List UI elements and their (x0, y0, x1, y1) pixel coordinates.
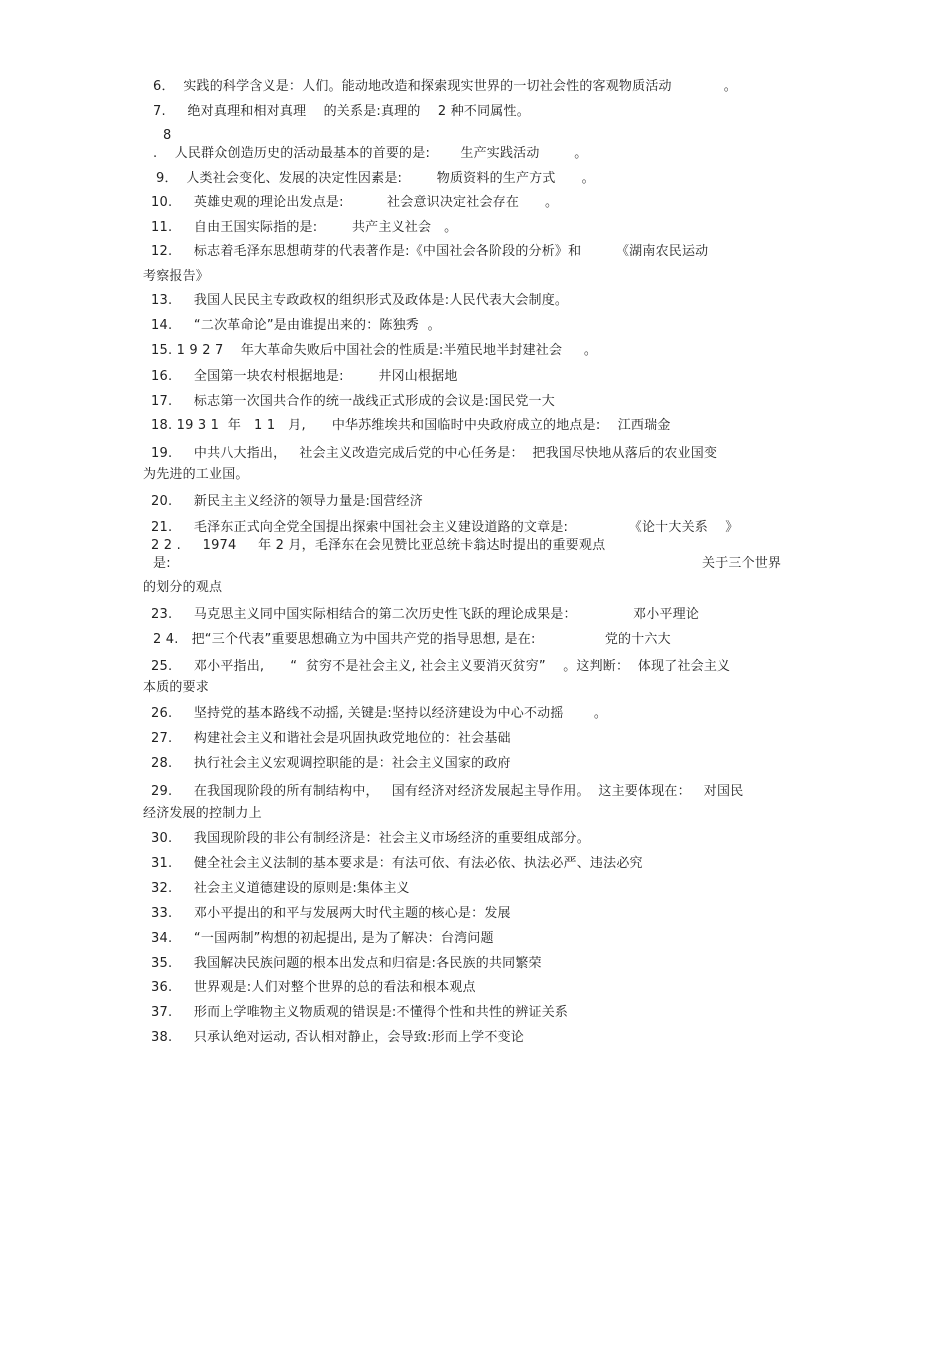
question-31: 31. 健全社会主义法制的基本要求是：有法可依、有法必依、执法必严、违法必究 (151, 856, 643, 871)
question-38: 38. 只承认绝对运动, 否认相对静止，会导致:形而上学不变论 (151, 1030, 524, 1045)
question-16: 16. 全国第一块农村根据地是: 井冈山根据地 (151, 369, 458, 384)
question-25-continued: 本质的要求 (143, 680, 210, 695)
question-19-continued: 为先进的工业国。 (143, 467, 249, 482)
question-20: 20. 新民主主义经济的领导力量是:国营经济 (151, 494, 423, 509)
question-19: 19. 中共八大指出， 社会主义改造完成后党的中心任务是： 把我国尽快地从落后的农业国变 (151, 446, 718, 461)
question-26: 26. 坚持党的基本路线不动摇, 关键是:坚持以经济建设为中心不动摇 。 (151, 706, 608, 721)
question-6: 6． 实践的科学含义是：人们。能动地改造和探索现实世界的一切社会性的客观物质活动 。 (153, 79, 737, 94)
question-15: 15. 1 9 2 7 年大革命失败后中国社会的性质是:半殖民地半封建社会 。 (151, 343, 598, 358)
question-23: 23. 马克思主义同中国实际相结合的第二次历史性飞跃的理论成果是： 邓小平理论 (151, 607, 700, 622)
question-29: 29. 在我国现阶段的所有制结构中， 国有经济对经济发展起主导作用。 这主要体现在： 对国民 (151, 784, 744, 799)
question-12: 12. 标志着毛泽东思想萌芽的代表著作是:《中国社会各阶段的分析》和 《湖南农民运动 (151, 244, 709, 259)
question-22: 2 2 . 1974 年 2 月，毛泽东在会见赞比亚总统卡翁达时提出的重要观点 (151, 538, 606, 553)
question-9: 9． 人类社会变化、发展的决定性因素是: 物质资料的生产方式 。 (156, 171, 595, 186)
question-29-continued: 经济发展的控制力上 (143, 806, 262, 821)
question-17: 17. 标志第一次国共合作的统一战线正式形成的会议是:国民党一大 (151, 394, 555, 409)
question-32: 32. 社会主义道德建设的原则是:集体主义 (151, 881, 410, 896)
question-27: 27. 构建社会主义和谐社会是巩固执政党地位的：社会基础 (151, 731, 511, 746)
question-34: 34. “一国两制”构想的初起提出, 是为了解决：台湾问题 (151, 931, 494, 946)
question-22-answer: 关于三个世界 (702, 556, 782, 571)
question-7: 7. 绝对真理和相对真理 的关系是:真理的 2 种不同属性。 (153, 104, 530, 119)
question-14: 14. “二次革命论”是由谁提出来的：陈独秀 。 (151, 318, 441, 333)
question-10: 10. 英雄史观的理论出发点是: 社会意识决定社会存在 。 (151, 195, 559, 210)
question-25: 25. 邓小平指出, “ 贫穷不是社会主义, 社会主义要消灭贫穷” 。这判断： 体现了社会主义 (151, 659, 731, 674)
question-24: 2 4. 把“三个代表”重要思想确立为中国共产党的指导思想, 是在: 党的十六大 (153, 632, 671, 647)
question-35: 35. 我国解决民族问题的根本出发点和归宿是:各民族的共同繁荣 (151, 956, 542, 971)
question-22-answer-continued: 的划分的观点 (143, 580, 223, 595)
question-12-continued: 考察报告》 (143, 269, 210, 284)
question-28: 28. 执行社会主义宏观调控职能的是：社会主义国家的政府 (151, 756, 511, 771)
question-11: 11. 自由王国实际指的是: 共产主义社会 。 (151, 220, 458, 235)
question-30: 30. 我国现阶段的非公有制经济是：社会主义市场经济的重要组成部分。 (151, 831, 590, 846)
question-21: 21. 毛泽东正式向全党全国提出探索中国社会主义建设道路的文章是: 《论十大关系 》 (151, 520, 739, 535)
question-22-continued: 是: (153, 556, 171, 571)
question-8: . 人民群众创造历史的活动最基本的首要的是: 生产实践活动 。 (153, 146, 588, 161)
question-13: 13. 我国人民民主专政政权的组织形式及政体是:人民代表大会制度。 (151, 293, 569, 308)
question-36: 36. 世界观是:人们对整个世界的总的看法和根本观点 (151, 980, 476, 995)
question-37: 37. 形而上学唯物主义物质观的错误是:不懂得个性和共性的辨证关系 (151, 1005, 569, 1020)
question-8-number: 8 (163, 128, 172, 143)
question-33: 33. 邓小平提出的和平与发展两大时代主题的核心是：发展 (151, 906, 511, 921)
question-18: 18. 19 3 1 年 1 1 月, 中华苏维埃共和国临时中央政府成立的地点是: 江西瑞金 (151, 418, 671, 433)
